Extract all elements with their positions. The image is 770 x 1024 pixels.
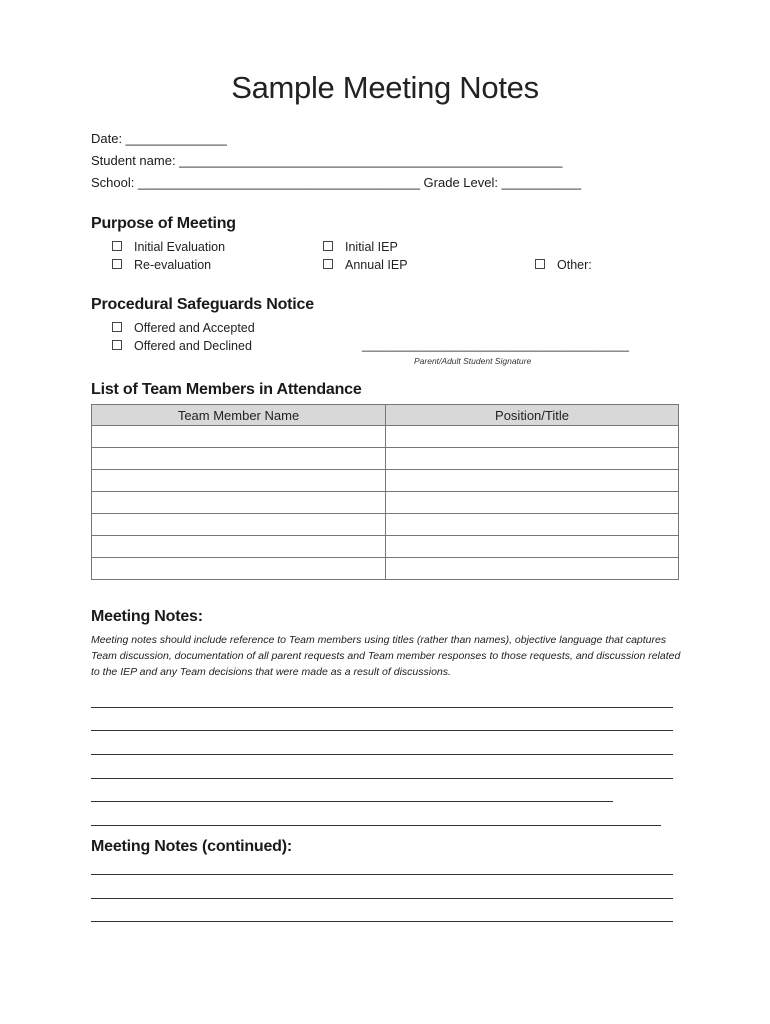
checkbox-other[interactable] <box>535 258 592 272</box>
checkbox-icon <box>112 322 122 332</box>
checkbox-icon <box>112 340 122 350</box>
continued-notes-line[interactable] <box>91 898 673 899</box>
notes-line[interactable] <box>91 730 673 731</box>
option-label: Initial IEP <box>345 240 398 254</box>
page-title: Sample Meeting Notes <box>231 70 539 105</box>
attendance-table <box>91 404 679 580</box>
checkbox-offered-declined[interactable] <box>112 339 252 353</box>
checkbox-icon <box>112 259 122 269</box>
date-field[interactable]: Date: ______________ <box>91 131 227 146</box>
position-cell[interactable] <box>386 448 679 470</box>
student-name-field[interactable]: Student name: _____________________________________________________ <box>91 153 563 168</box>
name-cell[interactable] <box>92 558 386 580</box>
position-cell[interactable] <box>386 426 679 448</box>
option-label: Initial Evaluation <box>134 240 226 254</box>
attendance-heading: List of Team Members in Attendance <box>91 381 362 398</box>
safeguards-heading: Procedural Safeguards Notice <box>91 296 314 313</box>
option-label: Offered and Accepted <box>134 321 255 335</box>
name-cell[interactable] <box>92 536 386 558</box>
signature-line[interactable]: ________________________________________ <box>362 338 629 352</box>
notes-line[interactable] <box>91 754 673 755</box>
table-row <box>92 426 679 448</box>
checkbox-initial-evaluation[interactable] <box>112 240 225 254</box>
checkbox-icon <box>112 241 122 251</box>
position-cell[interactable] <box>386 514 679 536</box>
table-row <box>92 470 679 492</box>
meeting-notes-heading: Meeting Notes: <box>91 608 203 625</box>
name-cell[interactable] <box>92 470 386 492</box>
name-cell[interactable] <box>92 514 386 536</box>
name-cell[interactable] <box>92 492 386 514</box>
option-label: Re-evaluation <box>134 258 212 272</box>
option-label: Offered and Declined <box>134 339 252 353</box>
continued-notes-line[interactable] <box>91 921 673 922</box>
notes-line[interactable] <box>91 707 673 708</box>
checkbox-annual-iep[interactable] <box>323 258 408 272</box>
table-row <box>92 558 679 580</box>
notes-line[interactable] <box>91 801 613 802</box>
continued-notes-line[interactable] <box>91 874 673 875</box>
checkbox-icon <box>323 259 333 269</box>
purpose-heading: Purpose of Meeting <box>91 215 236 232</box>
notes-line[interactable] <box>91 778 673 779</box>
table-row <box>92 492 679 514</box>
position-cell[interactable] <box>386 492 679 514</box>
school-grade-field[interactable]: School: _______________________________________ Grade Level: ___________ <box>91 175 582 190</box>
position-cell[interactable] <box>386 470 679 492</box>
column-header-name: Team Member Name <box>92 405 386 426</box>
signature-label: Parent/Adult Student Signature <box>414 356 532 366</box>
checkbox-icon <box>535 259 545 269</box>
option-label: Other: <box>557 258 592 272</box>
table-row <box>92 514 679 536</box>
position-cell[interactable] <box>386 536 679 558</box>
table-header-row <box>92 405 679 426</box>
option-label: Annual IEP <box>345 258 408 272</box>
table-row <box>92 536 679 558</box>
checkbox-offered-accepted[interactable] <box>112 321 255 335</box>
checkbox-initial-iep[interactable] <box>323 240 398 254</box>
table-row <box>92 448 679 470</box>
meeting-notes-continued-heading: Meeting Notes (continued): <box>91 838 293 855</box>
notes-line[interactable] <box>91 825 661 826</box>
checkbox-icon <box>323 241 333 251</box>
meeting-notes-instructions: Meeting notes should include reference to Team members using titles (rather than names), objective language that captures Team discussion, documentation of all parent requests and Team member responses to those requests, and discussion related to the IEP and any Team decisions that were made as a result of discussions. <box>91 634 681 678</box>
name-cell[interactable] <box>92 448 386 470</box>
checkbox-re-evaluation[interactable] <box>112 258 211 272</box>
column-header-position: Position/Title <box>386 405 679 426</box>
name-cell[interactable] <box>92 426 386 448</box>
position-cell[interactable] <box>386 558 679 580</box>
